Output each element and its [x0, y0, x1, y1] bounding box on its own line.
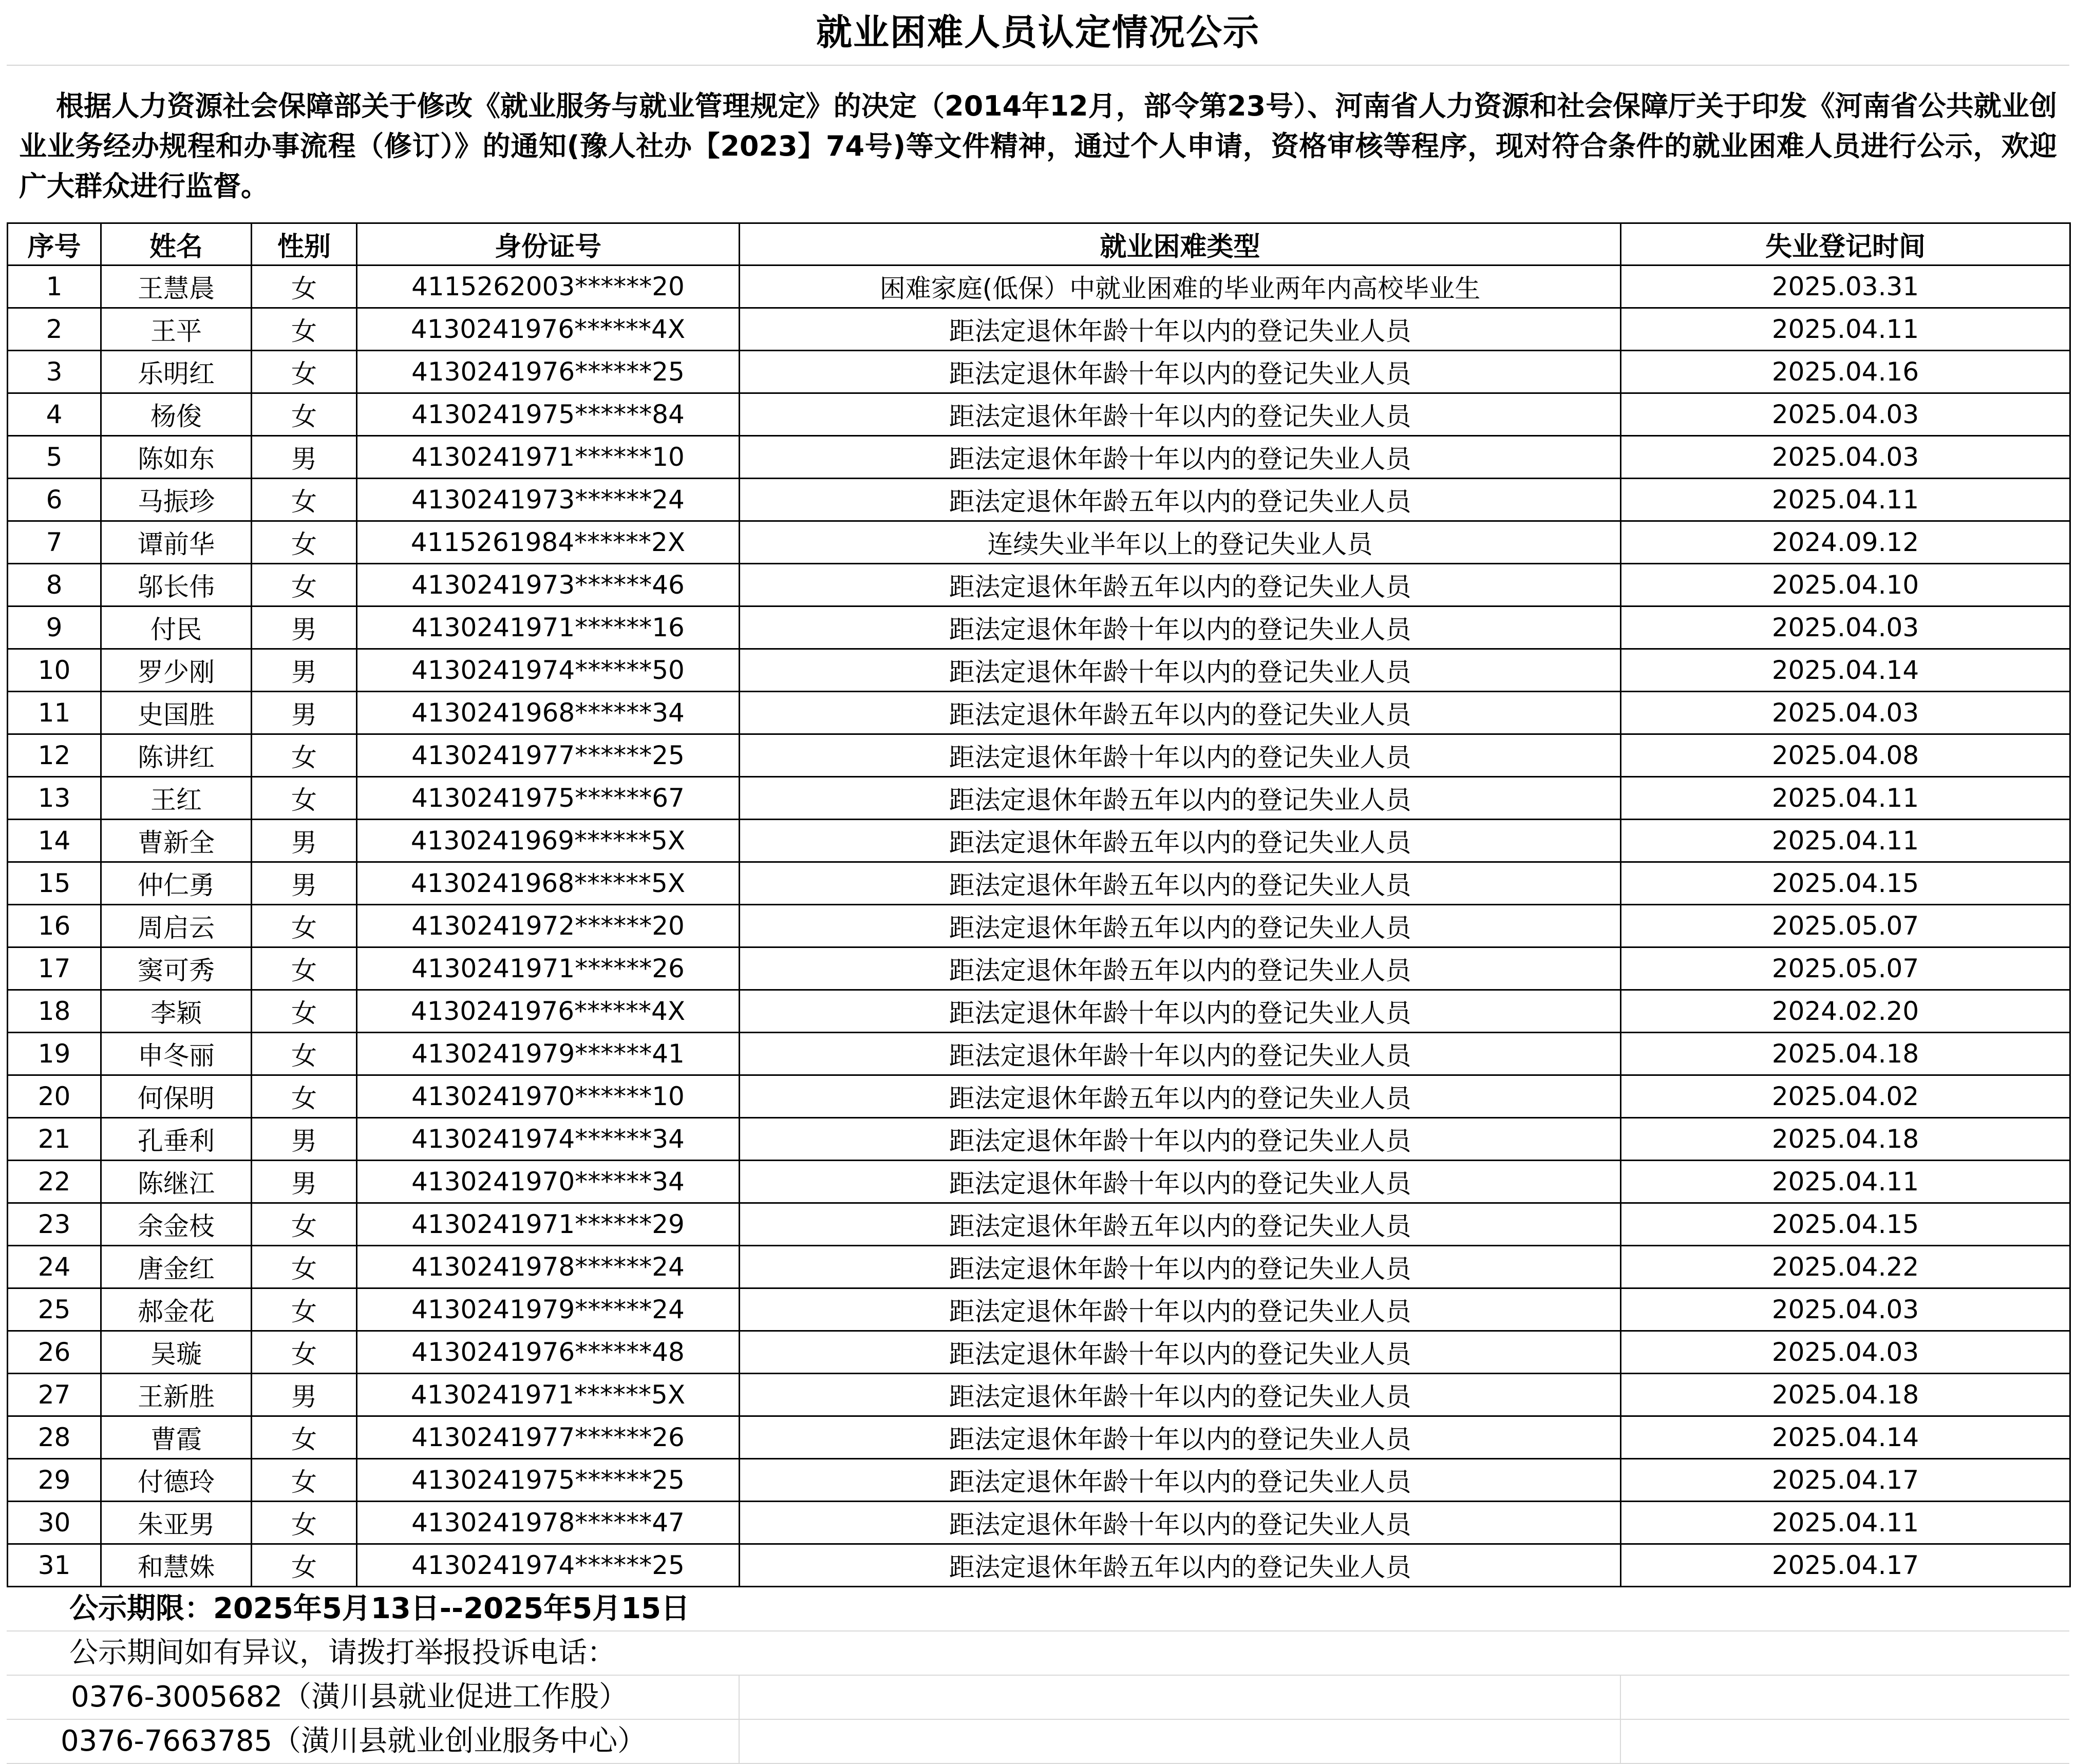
cell-name: 朱亚男: [101, 1502, 252, 1544]
cell-id-number: 4130241970******10: [357, 1075, 740, 1118]
cell-index: 8: [8, 564, 101, 606]
cell-id-number: 4130241978******24: [357, 1246, 740, 1288]
cell-difficulty-type: 距法定退休年龄五年以内的登记失业人员: [740, 1203, 1621, 1246]
cell-id-number: 4130241970******34: [357, 1161, 740, 1203]
cell-id-number: 4130241971******26: [357, 947, 740, 990]
cell-index: 29: [8, 1459, 101, 1502]
cell-difficulty-type: 距法定退休年龄十年以内的登记失业人员: [740, 436, 1621, 479]
cell-registration-date: 2025.05.07: [1621, 947, 2070, 990]
table-row: [8, 1416, 2070, 1459]
cell-difficulty-type: 距法定退休年龄十年以内的登记失业人员: [740, 1246, 1621, 1288]
cell-index: 1: [8, 265, 101, 308]
intro-paragraph: 根据人力资源社会保障部关于修改《就业服务与就业管理规定》的决定（2014年12月，部令第23号）、河南省人力资源和社会保障厅关于印发《河南省公共就业创业业务经办规程和办事流程（修订）》的通知(豫人社办【2023】74号)等文件精神，通过个人申请，资格审核等程序，现对符合条件的就业困难人员进行公示，欢迎广大群众进行监督。: [19, 90, 2057, 202]
cell-index: 14: [8, 820, 101, 862]
cell-gender: 女: [252, 777, 357, 820]
cell-name: 李颖: [101, 990, 252, 1033]
cell-id-number: 4130241979******24: [357, 1288, 740, 1331]
cell-index: 2: [8, 308, 101, 351]
cell-id-number: 4130241976******4X: [357, 308, 740, 351]
header-index: 序号: [8, 223, 101, 265]
cell-id-number: 4130241977******26: [357, 1416, 740, 1459]
cell-name: 陈讲红: [101, 734, 252, 777]
cell-divider: [1620, 1676, 1621, 1719]
table-row: [8, 905, 2070, 947]
cell-index: 24: [8, 1246, 101, 1288]
cell-gender: 女: [252, 308, 357, 351]
cell-name: 郝金花: [101, 1288, 252, 1331]
cell-index: 16: [8, 905, 101, 947]
cell-name: 王慧晨: [101, 265, 252, 308]
cell-gender: 女: [252, 1288, 357, 1331]
cell-index: 17: [8, 947, 101, 990]
header-difficulty-type: 就业困难类型: [740, 223, 1621, 265]
cell-registration-date: 2025.04.18: [1621, 1374, 2070, 1416]
cell-index: 30: [8, 1502, 101, 1544]
cell-name: 唐金红: [101, 1246, 252, 1288]
cell-difficulty-type: 距法定退休年龄五年以内的登记失业人员: [740, 1075, 1621, 1118]
table-row: [8, 521, 2070, 564]
cell-index: 5: [8, 436, 101, 479]
cell-name: 窦可秀: [101, 947, 252, 990]
table-row: [8, 777, 2070, 820]
table-row: [8, 1118, 2070, 1161]
cell-registration-date: 2025.04.03: [1621, 1331, 2070, 1374]
cell-id-number: 4130241972******20: [357, 905, 740, 947]
header-registration-date: 失业登记时间: [1621, 223, 2070, 265]
table-row: [8, 649, 2070, 692]
objection-note: 公示期间如有异议，请拨打举报投诉电话：: [69, 1636, 616, 1670]
cell-name: 王红: [101, 777, 252, 820]
cell-difficulty-type: 距法定退休年龄五年以内的登记失业人员: [740, 479, 1621, 521]
cell-registration-date: 2025.04.02: [1621, 1075, 2070, 1118]
cell-gender: 女: [252, 947, 357, 990]
cell-gender: 女: [252, 521, 357, 564]
cell-registration-date: 2025.03.31: [1621, 265, 2070, 308]
cell-name: 付民: [101, 606, 252, 649]
cell-difficulty-type: 距法定退休年龄十年以内的登记失业人员: [740, 1161, 1621, 1203]
cell-registration-date: 2024.09.12: [1621, 521, 2070, 564]
document-sheet: [7, 0, 2069, 1764]
table-row: [8, 820, 2070, 862]
cell-difficulty-type: 距法定退休年龄十年以内的登记失业人员: [740, 1459, 1621, 1502]
cell-gender: 女: [252, 905, 357, 947]
cell-name: 申冬丽: [101, 1033, 252, 1075]
table-row: [8, 351, 2070, 393]
cell-name: 王平: [101, 308, 252, 351]
cell-index: 13: [8, 777, 101, 820]
cell-name: 余金枝: [101, 1203, 252, 1246]
cell-gender: 男: [252, 1161, 357, 1203]
cell-id-number: 4130241971******10: [357, 436, 740, 479]
cell-registration-date: 2025.04.17: [1621, 1544, 2070, 1587]
cell-gender: 男: [252, 692, 357, 734]
cell-index: 23: [8, 1203, 101, 1246]
footer-phone2-row: [7, 1720, 2069, 1764]
cell-name: 陈如东: [101, 436, 252, 479]
cell-gender: 男: [252, 1374, 357, 1416]
cell-gender: 女: [252, 990, 357, 1033]
table-row: [8, 1288, 2070, 1331]
table-row: [8, 692, 2070, 734]
cell-divider: [739, 1676, 740, 1719]
cell-registration-date: 2025.04.22: [1621, 1246, 2070, 1288]
cell-gender: 女: [252, 351, 357, 393]
cell-index: 19: [8, 1033, 101, 1075]
cell-registration-date: 2025.04.11: [1621, 1161, 2070, 1203]
cell-registration-date: 2025.04.11: [1621, 308, 2070, 351]
cell-registration-date: 2025.04.14: [1621, 649, 2070, 692]
cell-id-number: 4130241976******4X: [357, 990, 740, 1033]
cell-name: 罗少刚: [101, 649, 252, 692]
table-row: [8, 734, 2070, 777]
cell-difficulty-type: 距法定退休年龄十年以内的登记失业人员: [740, 1033, 1621, 1075]
cell-index: 10: [8, 649, 101, 692]
cell-index: 31: [8, 1544, 101, 1587]
cell-name: 孔垂利: [101, 1118, 252, 1161]
cell-gender: 男: [252, 649, 357, 692]
cell-difficulty-type: 距法定退休年龄十年以内的登记失业人员: [740, 1416, 1621, 1459]
cell-registration-date: 2025.04.03: [1621, 692, 2070, 734]
cell-registration-date: 2025.04.03: [1621, 1288, 2070, 1331]
cell-difficulty-type: 距法定退休年龄十年以内的登记失业人员: [740, 393, 1621, 436]
table-row: [8, 1502, 2070, 1544]
header-name: 姓名: [101, 223, 252, 265]
cell-gender: 男: [252, 820, 357, 862]
cell-registration-date: 2025.04.08: [1621, 734, 2070, 777]
table-row: [8, 1331, 2070, 1374]
cell-registration-date: 2025.04.16: [1621, 351, 2070, 393]
cell-index: 18: [8, 990, 101, 1033]
table-header-row: [8, 223, 2070, 265]
table-row: [8, 1075, 2070, 1118]
cell-name: 陈继江: [101, 1161, 252, 1203]
cell-registration-date: 2025.04.14: [1621, 1416, 2070, 1459]
cell-divider: [739, 1720, 740, 1763]
cell-id-number: 4130241979******41: [357, 1033, 740, 1075]
footer-period-row: [7, 1587, 2069, 1632]
cell-name: 杨俊: [101, 393, 252, 436]
cell-registration-date: 2024.02.20: [1621, 990, 2070, 1033]
announcement-period: 公示期限：2025年5月13日--2025年5月15日: [69, 1592, 690, 1625]
cell-gender: 女: [252, 1203, 357, 1246]
cell-difficulty-type: 距法定退休年龄五年以内的登记失业人员: [740, 905, 1621, 947]
cell-name: 王新胜: [101, 1374, 252, 1416]
cell-gender: 女: [252, 265, 357, 308]
cell-index: 15: [8, 862, 101, 905]
cell-id-number: 4130241975******67: [357, 777, 740, 820]
cell-id-number: 4130241971******29: [357, 1203, 740, 1246]
cell-registration-date: 2025.04.03: [1621, 393, 2070, 436]
table-row: [8, 606, 2070, 649]
applicants-table: [7, 222, 2071, 1587]
cell-id-number: 4130241973******46: [357, 564, 740, 606]
cell-difficulty-type: 连续失业半年以上的登记失业人员: [740, 521, 1621, 564]
cell-name: 和慧姝: [101, 1544, 252, 1587]
cell-difficulty-type: 距法定退休年龄五年以内的登记失业人员: [740, 862, 1621, 905]
table-row: [8, 990, 2070, 1033]
cell-difficulty-type: 距法定退休年龄十年以内的登记失业人员: [740, 1502, 1621, 1544]
cell-difficulty-type: 距法定退休年龄十年以内的登记失业人员: [740, 1331, 1621, 1374]
cell-difficulty-type: 距法定退休年龄十年以内的登记失业人员: [740, 1288, 1621, 1331]
cell-name: 周启云: [101, 905, 252, 947]
cell-gender: 女: [252, 734, 357, 777]
cell-id-number: 4115261984******2X: [357, 521, 740, 564]
cell-gender: 女: [252, 1075, 357, 1118]
table-row: [8, 479, 2070, 521]
cell-id-number: 4130241969******5X: [357, 820, 740, 862]
cell-name: 曹新全: [101, 820, 252, 862]
cell-registration-date: 2025.04.11: [1621, 1502, 2070, 1544]
cell-index: 20: [8, 1075, 101, 1118]
cell-difficulty-type: 距法定退休年龄五年以内的登记失业人员: [740, 1544, 1621, 1587]
cell-id-number: 4130241974******25: [357, 1544, 740, 1587]
cell-gender: 女: [252, 1416, 357, 1459]
cell-gender: 女: [252, 1502, 357, 1544]
cell-id-number: 4130241971******16: [357, 606, 740, 649]
footer-objection-row: [7, 1632, 2069, 1676]
cell-difficulty-type: 距法定退休年龄五年以内的登记失业人员: [740, 692, 1621, 734]
cell-index: 25: [8, 1288, 101, 1331]
table-row: [8, 564, 2070, 606]
cell-index: 28: [8, 1416, 101, 1459]
cell-difficulty-type: 距法定退休年龄十年以内的登记失业人员: [740, 606, 1621, 649]
cell-id-number: 4115262003******20: [357, 265, 740, 308]
cell-gender: 女: [252, 1544, 357, 1587]
cell-registration-date: 2025.04.03: [1621, 436, 2070, 479]
cell-index: 21: [8, 1118, 101, 1161]
table-row: [8, 947, 2070, 990]
cell-gender: 男: [252, 606, 357, 649]
cell-difficulty-type: 距法定退休年龄十年以内的登记失业人员: [740, 308, 1621, 351]
cell-name: 马振珍: [101, 479, 252, 521]
cell-index: 3: [8, 351, 101, 393]
cell-gender: 男: [252, 436, 357, 479]
cell-index: 6: [8, 479, 101, 521]
phone-employment-promotion: 0376-3005682（潢川县就业促进工作股）: [71, 1680, 628, 1714]
footer: [7, 1587, 2069, 1764]
cell-gender: 女: [252, 564, 357, 606]
cell-difficulty-type: 距法定退休年龄五年以内的登记失业人员: [740, 947, 1621, 990]
table-row: [8, 1161, 2070, 1203]
cell-difficulty-type: 距法定退休年龄五年以内的登记失业人员: [740, 564, 1621, 606]
page-title: 就业困难人员认定情况公示: [7, 0, 2069, 66]
cell-name: 曹霞: [101, 1416, 252, 1459]
cell-difficulty-type: 困难家庭(低保）中就业困难的毕业两年内高校毕业生: [740, 265, 1621, 308]
cell-difficulty-type: 距法定退休年龄十年以内的登记失业人员: [740, 351, 1621, 393]
cell-difficulty-type: 距法定退休年龄十年以内的登记失业人员: [740, 649, 1621, 692]
table-row: [8, 436, 2070, 479]
table-row: [8, 1246, 2070, 1288]
cell-id-number: 4130241973******24: [357, 479, 740, 521]
cell-gender: 男: [252, 1118, 357, 1161]
cell-id-number: 4130241976******48: [357, 1331, 740, 1374]
header-gender: 性别: [252, 223, 357, 265]
cell-gender: 女: [252, 479, 357, 521]
cell-index: 11: [8, 692, 101, 734]
cell-gender: 女: [252, 1033, 357, 1075]
cell-name: 仲仁勇: [101, 862, 252, 905]
cell-registration-date: 2025.04.17: [1621, 1459, 2070, 1502]
table-body: [8, 265, 2070, 1587]
cell-index: 26: [8, 1331, 101, 1374]
cell-gender: 女: [252, 1459, 357, 1502]
cell-difficulty-type: 距法定退休年龄五年以内的登记失业人员: [740, 820, 1621, 862]
cell-name: 付德玲: [101, 1459, 252, 1502]
cell-name: 史国胜: [101, 692, 252, 734]
cell-registration-date: 2025.04.15: [1621, 862, 2070, 905]
cell-gender: 女: [252, 1331, 357, 1374]
cell-gender: 女: [252, 393, 357, 436]
cell-difficulty-type: 距法定退休年龄十年以内的登记失业人员: [740, 1118, 1621, 1161]
cell-id-number: 4130241968******5X: [357, 862, 740, 905]
cell-id-number: 4130241976******25: [357, 351, 740, 393]
cell-name: 吴璇: [101, 1331, 252, 1374]
cell-id-number: 4130241975******84: [357, 393, 740, 436]
table-row: [8, 1544, 2070, 1587]
cell-difficulty-type: 距法定退休年龄五年以内的登记失业人员: [740, 777, 1621, 820]
cell-index: 9: [8, 606, 101, 649]
table-row: [8, 308, 2070, 351]
table-row: [8, 393, 2070, 436]
table-row: [8, 1033, 2070, 1075]
cell-id-number: 4130241968******34: [357, 692, 740, 734]
cell-gender: 女: [252, 1246, 357, 1288]
cell-id-number: 4130241978******47: [357, 1502, 740, 1544]
table-row: [8, 1374, 2070, 1416]
cell-registration-date: 2025.04.11: [1621, 479, 2070, 521]
cell-index: 7: [8, 521, 101, 564]
cell-difficulty-type: 距法定退休年龄十年以内的登记失业人员: [740, 990, 1621, 1033]
cell-registration-date: 2025.04.10: [1621, 564, 2070, 606]
cell-id-number: 4130241971******5X: [357, 1374, 740, 1416]
cell-registration-date: 2025.04.11: [1621, 777, 2070, 820]
table-row: [8, 1203, 2070, 1246]
cell-name: 乐明红: [101, 351, 252, 393]
cell-divider: [1620, 1720, 1621, 1763]
cell-index: 4: [8, 393, 101, 436]
cell-name: 谭前华: [101, 521, 252, 564]
table-row: [8, 265, 2070, 308]
cell-registration-date: 2025.04.03: [1621, 606, 2070, 649]
cell-name: 何保明: [101, 1075, 252, 1118]
cell-registration-date: 2025.05.07: [1621, 905, 2070, 947]
cell-index: 22: [8, 1161, 101, 1203]
cell-registration-date: 2025.04.18: [1621, 1118, 2070, 1161]
table-row: [8, 862, 2070, 905]
cell-difficulty-type: 距法定退休年龄十年以内的登记失业人员: [740, 734, 1621, 777]
cell-registration-date: 2025.04.11: [1621, 820, 2070, 862]
cell-index: 12: [8, 734, 101, 777]
table-row: [8, 1459, 2070, 1502]
header-id-number: 身份证号: [357, 223, 740, 265]
footer-phone1-row: [7, 1676, 2069, 1720]
cell-name: 邬长伟: [101, 564, 252, 606]
cell-registration-date: 2025.04.18: [1621, 1033, 2070, 1075]
cell-gender: 男: [252, 862, 357, 905]
cell-id-number: 4130241975******25: [357, 1459, 740, 1502]
cell-difficulty-type: 距法定退休年龄十年以内的登记失业人员: [740, 1374, 1621, 1416]
phone-employment-service-center: 0376-7663785（潢川县就业创业服务中心）: [61, 1724, 647, 1758]
cell-id-number: 4130241974******34: [357, 1118, 740, 1161]
cell-id-number: 4130241974******50: [357, 649, 740, 692]
cell-id-number: 4130241977******25: [357, 734, 740, 777]
cell-registration-date: 2025.04.15: [1621, 1203, 2070, 1246]
cell-index: 27: [8, 1374, 101, 1416]
